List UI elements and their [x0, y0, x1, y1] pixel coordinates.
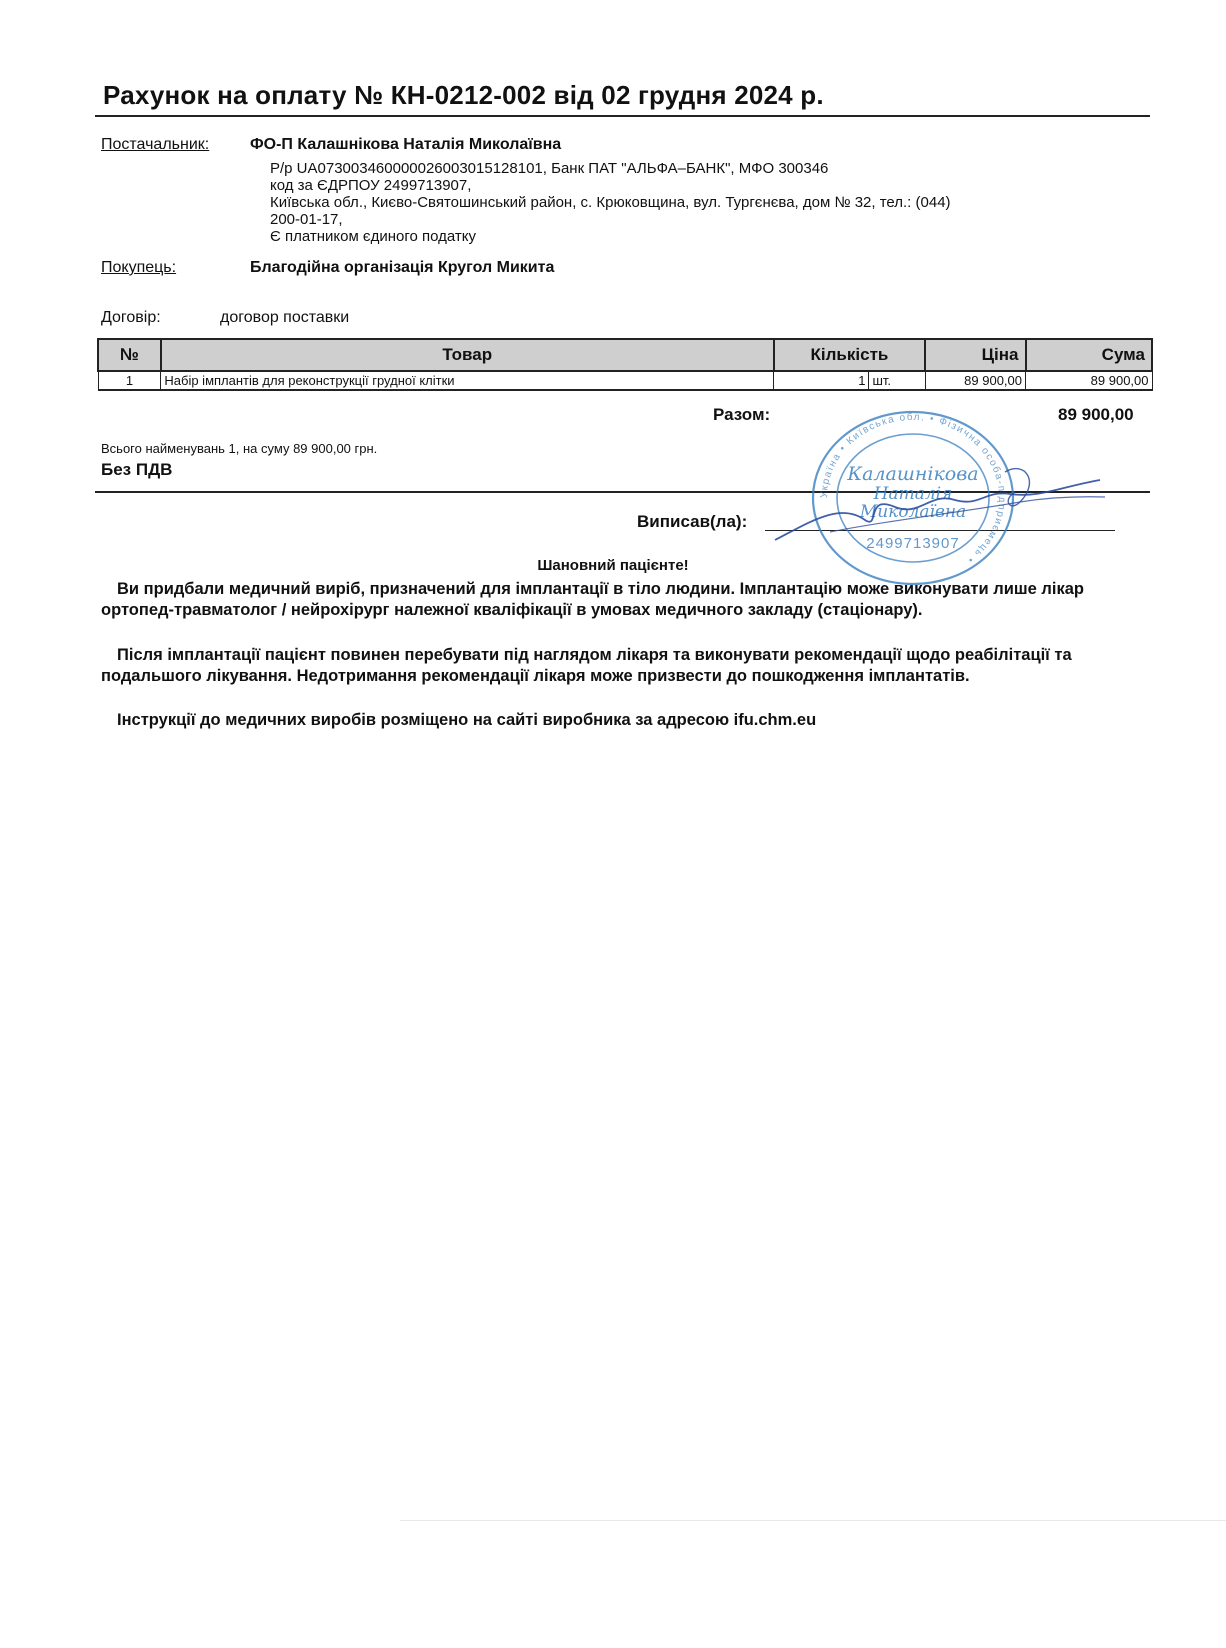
supplier-phone-cont: 200-01-17,	[270, 211, 343, 228]
contract-value: договор поставки	[220, 309, 350, 326]
supplier-address: Київська обл., Києво-Святошинський район, с. Крюковщина, вул. Тургєнєва, дом № 32, тел.: (044)	[270, 194, 951, 211]
buyer-label: Покупець:	[101, 259, 177, 276]
patient-greeting: Шановний пацієнте!	[537, 557, 689, 574]
supplier-edrpou: код за ЄДРПОУ 2499713907,	[270, 177, 472, 194]
header-qty: Кількість	[774, 339, 926, 371]
total-label: Разом:	[713, 405, 771, 424]
stamp-ring-text: Україна • Київська обл. • Фізична особа-підприємець •	[818, 411, 1008, 566]
row-price: 89 900,00	[925, 371, 1025, 390]
signature-icon	[770, 462, 1110, 552]
table-header-row	[98, 339, 1152, 371]
patient-note-paragraph-2: Після імплантації пацієнт повинен перебувати під наглядом лікаря та виконувати рекомендації щодо реабілітації та подальшого лікування. Недотримання рекомендації лікаря може призвести до пошкодження імплантатів.	[101, 646, 1072, 685]
table-row	[98, 371, 1152, 390]
stamp-name-2: Наталія	[873, 484, 953, 504]
stamp-name-3: Миколаївна	[859, 502, 967, 522]
header-sum: Сума	[1026, 339, 1153, 371]
header-num: №	[98, 339, 161, 371]
row-goods: Набір імплантів для реконструкції грудної клітки	[161, 371, 774, 390]
supplier-details	[270, 160, 1120, 245]
header-price: Ціна	[925, 339, 1025, 371]
supplier-label: Постачальник:	[101, 136, 210, 153]
supplier-tax-status: Є платником єдиного податку	[270, 228, 476, 245]
vat-note: Без ПДВ	[101, 460, 173, 479]
supplier-account: Р/р UA073003460000026003015128101, Банк ПАТ "АЛЬФА–БАНК", МФО 300346	[270, 160, 829, 177]
scan-edge-line	[400, 1520, 1226, 1521]
row-sum: 89 900,00	[1026, 371, 1153, 390]
buyer-name: Благодійна організація Кругол Микита	[250, 259, 555, 276]
items-table	[97, 338, 1153, 391]
patient-note-paragraph-3: Інструкції до медичних виробів розміщено на сайті виробника за адресою ifu.chm.eu	[117, 711, 817, 729]
row-qty: 1	[774, 371, 869, 390]
header-goods: Товар	[161, 339, 774, 371]
stamp-name-1: Калашнікова	[847, 463, 979, 485]
row-unit: шт.	[869, 371, 925, 390]
contract-label: Договір:	[101, 309, 161, 326]
title-divider	[95, 115, 1150, 117]
issued-by-label: Виписав(ла):	[637, 512, 748, 531]
total-value: 89 900,00	[1058, 405, 1134, 424]
supplier-name: ФО-П Калашнікова Наталія Миколаївна	[250, 136, 562, 153]
patient-note-paragraph-1: Ви придбали медичний виріб, призначений для імплантації в тіло людини. Імплантацію може виконувати лише лікар ортопед-травматолог / нейрохірург належної кваліфікації в умовах медичного закладу (стаціонару).	[101, 580, 1084, 619]
invoice-title: Рахунок на оплату № КН-0212-002 від 02 грудня 2024 р.	[103, 80, 824, 110]
stamp-code: 2499713907	[866, 535, 960, 552]
items-summary: Всього найменувань 1, на суму 89 900,00 грн.	[101, 441, 378, 456]
row-num: 1	[98, 371, 161, 390]
